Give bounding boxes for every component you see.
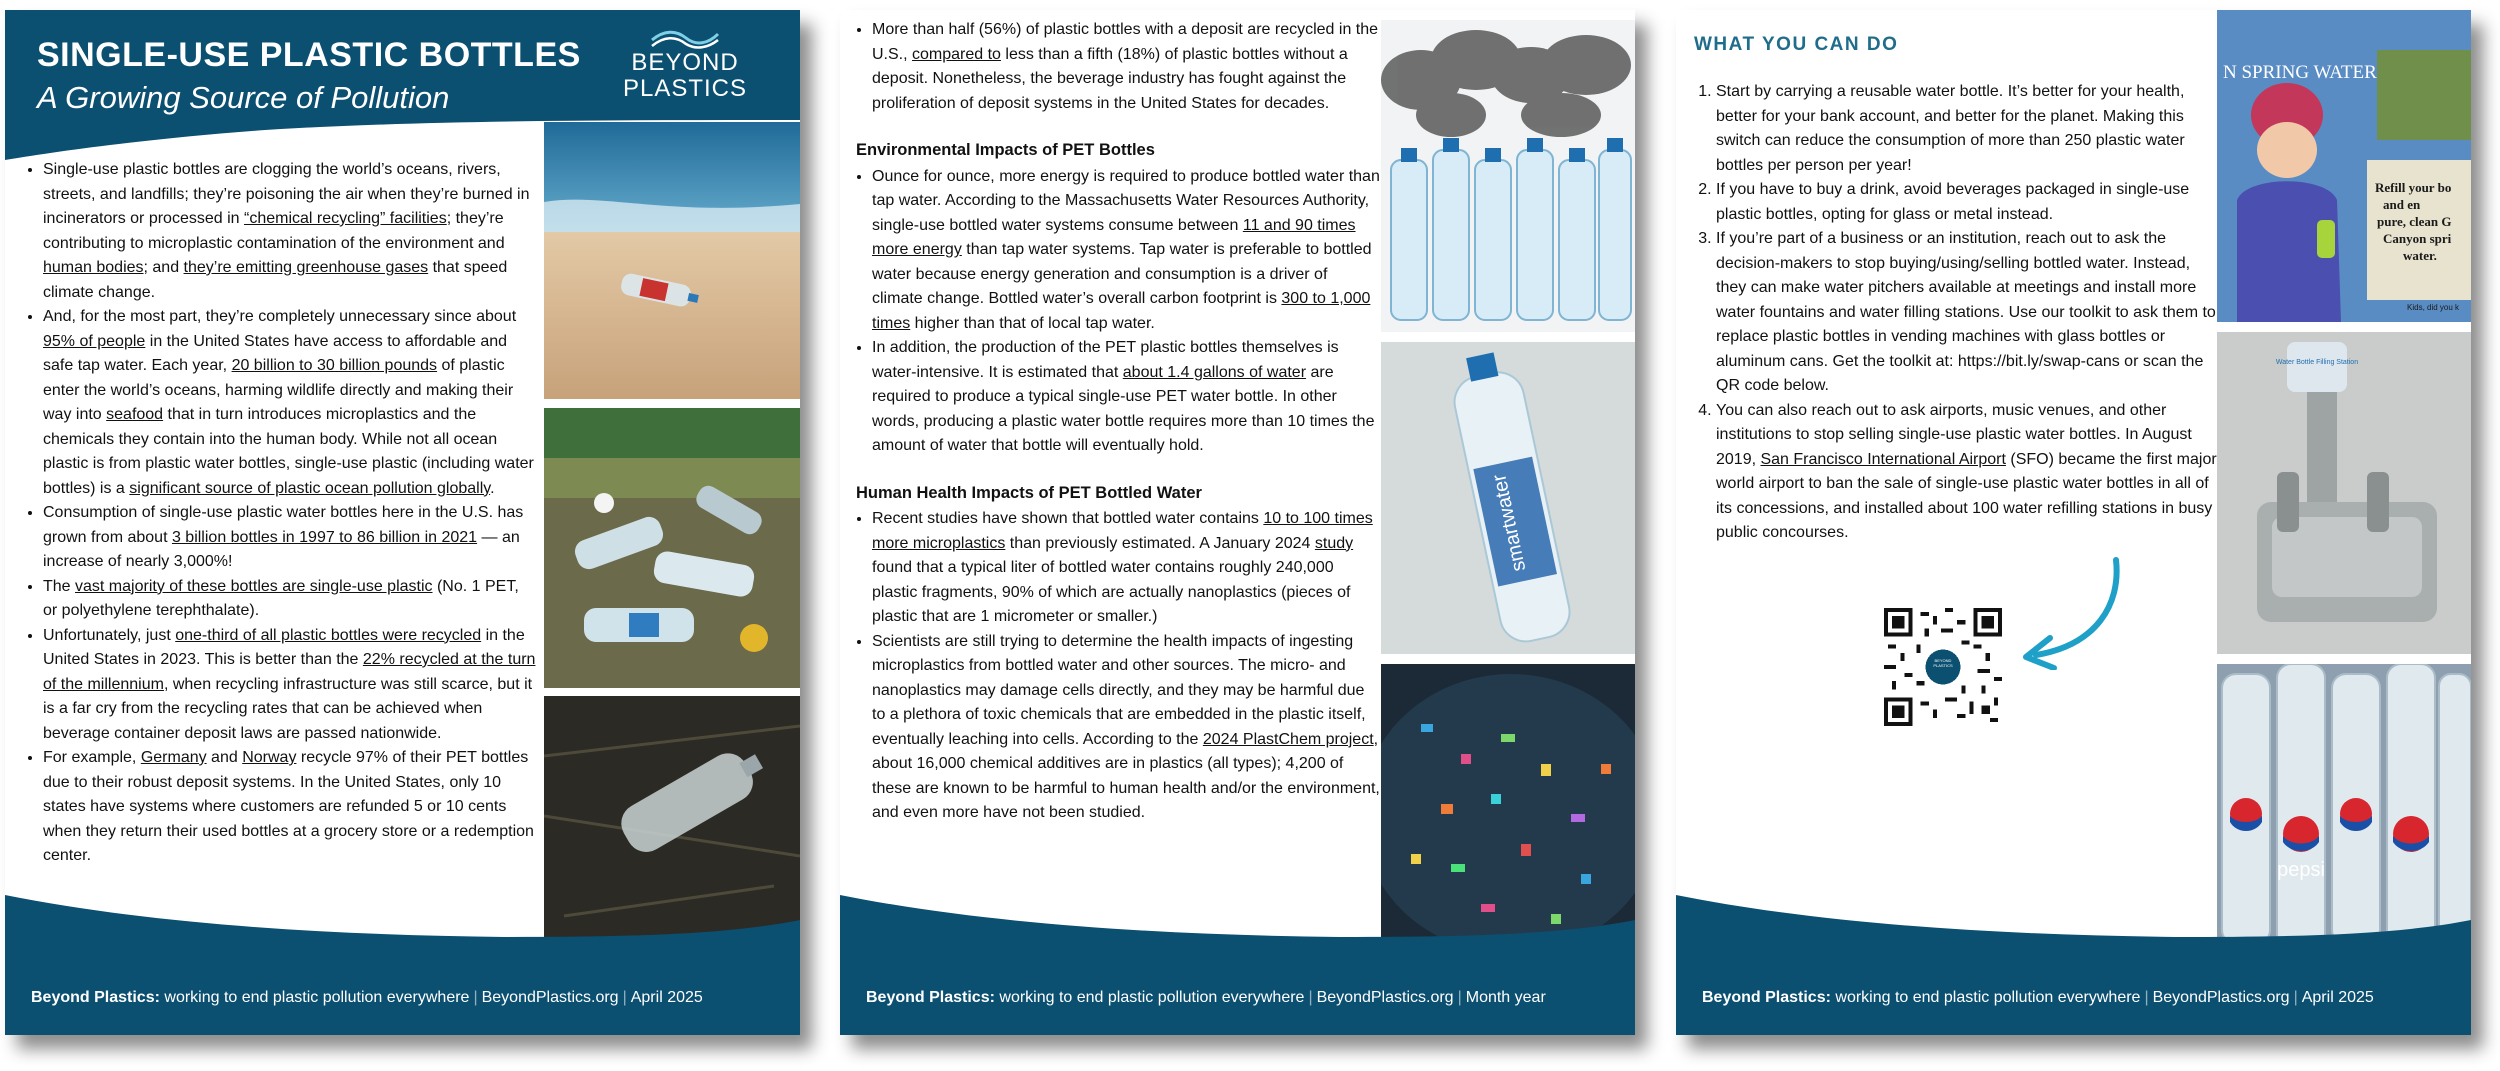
text-run: And, for the most part, they’re completely unnecessary since about [43,308,517,325]
poster-line-2: and en [2383,197,2421,212]
footer-wave-background [840,885,1635,1035]
what-you-can-do-heading: WHAT YOU CAN DO [1694,34,1899,55]
list-item [43,624,537,747]
text-run: More than half (56%) of plastic bottles with a deposit are recycled in the U.S., [872,21,1379,63]
footer-org: Beyond Plastics: [1702,989,1831,1006]
panel2-intro-bullets [856,18,1381,116]
qr-center-logo-text: BEYOND PLASTICS [1933,658,1953,668]
text-run: Consumption of single-use plastic water bottles here in the U.S. has grown from about [43,504,524,546]
panel1-bullets [27,158,537,869]
smartwater-label: smartwater [1488,472,1531,574]
footer-line: Beyond Plastics: working to end plastic pollution everywhere | BeyondPlastics.org | April 2025 [1702,989,2374,1006]
text-run: If you’re part of a business or an institution, reach out to ask the decision-makers to stop buying/using/selling bottled water. Instead, they can make water pitchers available at meetings and install more water fountains and water filling stations. Use our toolkit to ask them to replace plastic bottles in vending machines with glass bottles or aluminum cans. Get the toolkit at: https://bit.ly/swap-cans or scan the QR code below. [1716,230,2216,394]
text-run: Scientists are still trying to determine the health impacts of ingesting microplastics from bottled water and other sources. The micro- and nanoplastics may damage cells directly, and they may be harmful due to a plethora of toxic chemicals that are embedded in the plastic itself, eventually leaching into cells. According to the [872,632,1366,748]
source-link[interactable]: about 1.4 gallons of water [1122,363,1307,381]
smokestack-bottles-photo [1381,20,1635,332]
panel2-body [856,18,1381,826]
text-run: than previously estimated. A January 2024 [1005,534,1315,552]
beach-bottle-photo [544,122,800,399]
footer-date: April 2025 [2301,989,2374,1006]
source-link[interactable]: Norway [242,749,297,766]
text-run: (SFO) became the first major world airport to ban the sale of single-use plastic water bottles in all of its concessions, and installed about 100 water refilling stations in busy public concourses. [1716,450,2217,541]
page-panel-2 [840,10,1635,1035]
env-impacts-bullets [856,165,1381,459]
text-run: In addition, the production of the PET plastic bottles themselves is water-intensive. It is estimated that [872,339,1339,381]
crushed-smartwater-bottle-photo [1381,342,1635,654]
text-run: If you have to buy a drink, avoid beverages packaged in single-use plastic bottles, opting for glass or metal instead. [1716,181,2190,223]
logo-text-line1: BEYOND [631,49,739,76]
list-item [43,501,537,575]
list-item [872,507,1381,630]
text-run: The [43,577,76,595]
footer-tagline: working to end plastic pollution everywhere [1835,989,2141,1006]
text-run: higher than that of local tap water. [910,314,1155,332]
source-link[interactable]: “chemical recycling” facilities [243,210,447,227]
text-run: Ounce for ounce, more energy is required to produce bottled water than tap water. According to the Massachusetts Water Resources Authority, single-use bottled water systems consume between [872,167,1380,234]
health-impacts-bullets [856,507,1381,826]
action-steps-list [1694,80,2219,546]
text-run: Unfortunately, just [43,626,176,644]
source-link[interactable]: they’re emitting greenhouse gases [183,259,429,276]
poster-line-4: Canyon spri [2383,231,2452,246]
source-link[interactable]: vast majority of these bottles are single-use plastic [75,577,433,595]
text-run: recycle 97% of their PET bottles due to their robust deposit systems. In the United States, only 10 states have systems where customers are refunded 5 or 10 cents when they return their used bottles at a grocery store or a redemption center. [43,749,534,864]
footer-wave-background [1676,885,2471,1035]
poster-small-text: Kids, did you k [2407,303,2460,312]
footer-website[interactable]: BeyondPlastics.org [481,989,619,1006]
source-link[interactable]: 300 to 1,000 times [872,290,1371,332]
child-water-poster-photo [2217,10,2471,322]
poster-line-1: Refill your bo [2375,180,2452,195]
list-item [43,575,537,624]
source-link[interactable]: significant source of plastic ocean pollution globally [129,479,491,497]
poster-line-5: water. [2403,248,2437,263]
page-title: SINGLE-USE PLASTIC BOTTLES [37,36,581,74]
source-link[interactable]: Germany [140,749,207,766]
source-link[interactable]: 3 billion bottles in 1997 to 86 billion in 2021 [171,528,478,546]
list-item [872,630,1381,826]
source-link[interactable]: one-third of all plastic bottles were recycled [175,626,482,644]
health-impacts-heading: Human Health Impacts of PET Bottled Water [856,483,1202,502]
footer-tagline: working to end plastic pollution everywhere [999,989,1305,1006]
text-run: . [490,479,495,497]
list-item [1716,227,2219,399]
footer-website[interactable]: BeyondPlastics.org [1316,989,1454,1006]
source-link[interactable]: human bodies [43,259,144,276]
poster-line-3: pure, clean G [2377,214,2452,229]
plastic-debris-photo [544,408,800,688]
list-item [872,165,1381,337]
text-run: — an increase of nearly 3,000%! [43,528,520,570]
footer-date: Month year [1465,989,1546,1006]
footer-org: Beyond Plastics: [31,989,160,1006]
text-run: You can also reach out to ask airports, music venues, and other institutions to stop selling single-use plastic water bottles. In August 2019, [1716,401,2192,468]
list-item [1716,80,2219,178]
page-panel-1 [5,10,800,1035]
source-link[interactable]: seafood [106,406,164,423]
text-run: ; they’re contributing to microplastic contamination of the environment and [43,210,505,252]
source-link[interactable]: 10 to 100 times more microplastics [872,510,1373,552]
page-panel-3 [1676,10,2471,1035]
source-link[interactable]: compared to [912,45,1001,63]
text-run: in the United States in 2023. This is better than the [43,626,525,668]
text-run: For example, [43,749,141,766]
text-run: in the United States have access to affordable and safe tap water. Each year, [43,332,508,374]
wave-logo-icon [650,28,720,50]
list-item [1716,399,2219,546]
footer-date: April 2025 [630,989,703,1006]
text-run: found that a typical liter of bottled water contains roughly 240,000 plastic fragments, 90% of which are actually nanoplastics (pieces of plastic that are 1 micrometer or smaller.) [872,559,1351,625]
source-link[interactable]: 2024 PlastChem project [1202,730,1374,748]
panel1-body [27,158,537,869]
poster-title-text: N SPRING WATER [2223,62,2377,83]
text-run: ; and [143,259,184,276]
text-run: that in turn introduces microplastics and the chemicals they contain into the human body. While not all ocean plastic is from plastic water bottles, single-use plastic (including water bottles) is a [43,406,534,497]
bottle-filling-station-photo [2217,332,2471,654]
env-impacts-heading: Environmental Impacts of PET Bottles [856,141,1155,159]
footer-line: Beyond Plastics: working to end plastic pollution everywhere | BeyondPlastics.org | April 2025 [31,989,703,1006]
text-run: Start by carrying a reusable water bottle. It’s better for your health, better for your bank account, and better for the planet. Making this switch can reduce the consumption of more than 250 plastic water bottles per person per year! [1716,83,2185,174]
logo-text-line2: PLASTICS [622,75,748,102]
curved-arrow-icon [2006,550,2136,670]
source-link[interactable]: 20 billion to 30 billion pounds [231,357,438,374]
text-run: (No. 1 PET, or polyethylene terephthalate). [43,577,519,619]
text-run: , about 16,000 chemical additives are in plastics (all types); 4,200 of these are known to be harmful to human health and/or the environment, and even more have not been studied. [872,730,1380,821]
list-item [872,336,1381,459]
source-link[interactable]: San Francisco International Airport [1760,450,2006,468]
text-run: Single-use plastic bottles are clogging the world’s oceans, rivers, streets, and landfills; they’re poisoning the air when they’re burned in incinerators or processed in [43,161,530,227]
source-link[interactable]: study [1314,534,1354,552]
list-item [872,18,1381,116]
text-run: that speed climate change. [43,259,508,301]
text-run: and [206,749,243,766]
text-run: are required to produce a typical single-use PET water bottle. In other words, producing a plastic water bottle requires more than 10 times the amount of water that bottle will eventually hold. [872,363,1375,454]
source-link[interactable]: 11 and 90 times more energy [872,216,1356,258]
panel3-body [1694,80,2219,546]
list-item [43,305,537,501]
source-link[interactable]: 95% of people [43,332,146,350]
footer-website[interactable]: BeyondPlastics.org [2152,989,2290,1006]
pepsi-label: pepsi [2277,859,2325,881]
list-item [43,158,537,305]
list-item [43,746,537,869]
footer-wave-background [5,885,800,1035]
text-run: , when recycling infrastructure was still scarce, but it is a far cry from the recycling rates that can be achieved when beverage container deposit laws are passed nationwide. [43,675,533,742]
footer-org: Beyond Plastics: [866,989,995,1006]
source-link[interactable]: 22% recycled at the turn of the millennium [43,651,536,693]
text-run: less than a fifth (18%) of plastic bottles without a deposit. Nonetheless, the beverage industry has fought against the proliferation of deposit systems in the United States for decades. [872,45,1348,112]
text-run: of plastic enter the world’s oceans, harming wildlife directly and making their way into [43,357,514,423]
page-subtitle: A Growing Source of Pollution [37,80,450,115]
text-run: Recent studies have shown that bottled water contains [872,510,1264,527]
station-sign-text: Water Bottle Filling Station [2275,359,2359,366]
footer-line: Beyond Plastics: working to end plastic pollution everywhere | BeyondPlastics.org | Month year [866,989,1546,1006]
footer-tagline: working to end plastic pollution everywhere [164,989,470,1006]
text-run: than tap water systems. Tap water is preferable to bottled water because energy generation and consumption is a driver of climate change. Bottled water’s overall carbon footprint is [872,241,1372,307]
list-item [1716,178,2219,227]
beyond-plastics-logo [615,28,755,118]
